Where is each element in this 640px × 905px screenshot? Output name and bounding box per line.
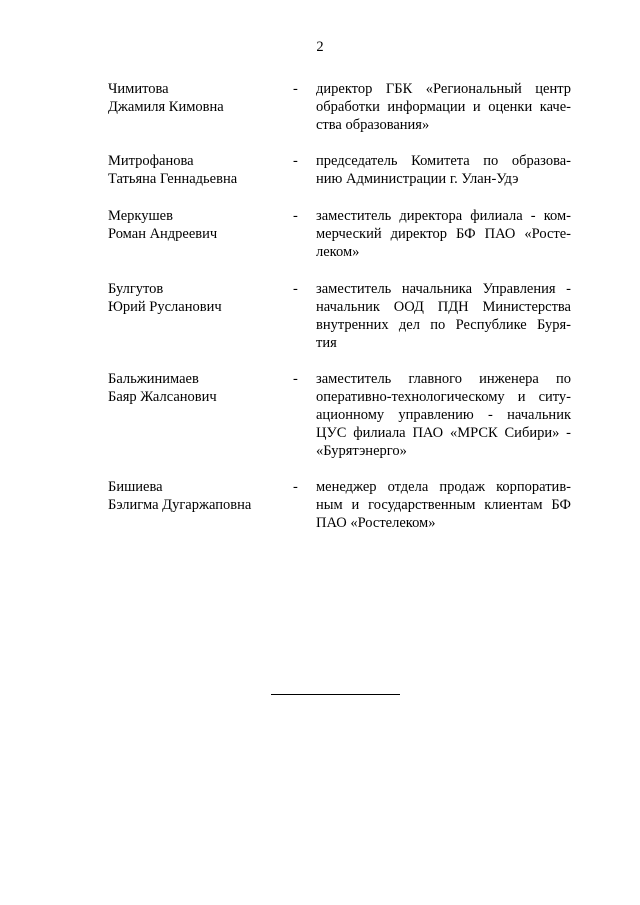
separator-dash: - [293, 479, 298, 495]
role-line: оперативно-технологическому и ситу- [316, 389, 571, 405]
role-line: обработки информации и оценки каче- [316, 99, 571, 115]
member-role [316, 80, 571, 134]
separator-dash: - [293, 371, 298, 387]
role-line: леком» [316, 244, 360, 260]
separator-dash: - [293, 208, 298, 224]
member-name [108, 80, 288, 116]
member-role [316, 370, 571, 460]
member-name [108, 370, 288, 406]
role-line: нию Администрации г. Улан-Удэ [316, 171, 519, 187]
role-line: ства образования» [316, 117, 430, 133]
member-role [316, 207, 571, 261]
closing-rule [271, 694, 400, 695]
member-name [108, 207, 288, 243]
member-role [316, 478, 571, 532]
role-line: председатель Комитета по образова- [316, 153, 571, 169]
member-name [108, 152, 288, 188]
member-surname: Бишиева [108, 479, 163, 495]
role-line: заместитель главного инженера по [316, 371, 571, 387]
role-line: мерческий директор БФ ПАО «Ростe- [316, 226, 571, 242]
role-line: ПАО «Ростелеком» [316, 515, 436, 531]
role-line: начальник ООД ПДН Министерства [316, 299, 571, 315]
role-line: ным и государственным клиентам БФ [316, 497, 571, 513]
role-line: тия [316, 335, 337, 351]
role-line: ационному управлению - начальник [316, 407, 571, 423]
member-name [108, 478, 288, 514]
member-surname: Булгутов [108, 281, 164, 297]
member-role [316, 280, 571, 352]
role-line: «Бурятэнерго» [316, 443, 407, 459]
member-given-name: Роман Андреевич [108, 226, 218, 242]
member-surname: Меркушев [108, 208, 173, 224]
member-given-name: Юрий Русланович [108, 299, 222, 315]
role-line: ЦУС филиала ПАО «МРСК Сибири» - [316, 425, 571, 441]
role-line: менеджер отдела продаж корпоратив- [316, 479, 571, 495]
role-line: заместитель начальника Управления - [316, 281, 571, 297]
member-name [108, 280, 288, 316]
member-given-name: Джамиля Кимовна [108, 99, 224, 115]
role-line: заместитель директора филиала - ком- [316, 208, 571, 224]
separator-dash: - [293, 81, 298, 97]
member-role [316, 152, 571, 188]
role-line: внутренних дел по Республике Буря- [316, 317, 571, 333]
member-surname: Чимитова [108, 81, 169, 97]
member-given-name: Баяр Жалсанович [108, 389, 217, 405]
separator-dash: - [293, 153, 298, 169]
member-given-name: Татьяна Геннадьевна [108, 171, 238, 187]
member-surname: Митрофанова [108, 153, 194, 169]
role-line: директор ГБК «Региональный центр [316, 81, 571, 97]
member-surname: Бальжинимаев [108, 371, 199, 387]
page-number: 2 [316, 39, 324, 55]
member-given-name: Бэлигма Дугаржаповна [108, 497, 252, 513]
separator-dash: - [293, 281, 298, 297]
